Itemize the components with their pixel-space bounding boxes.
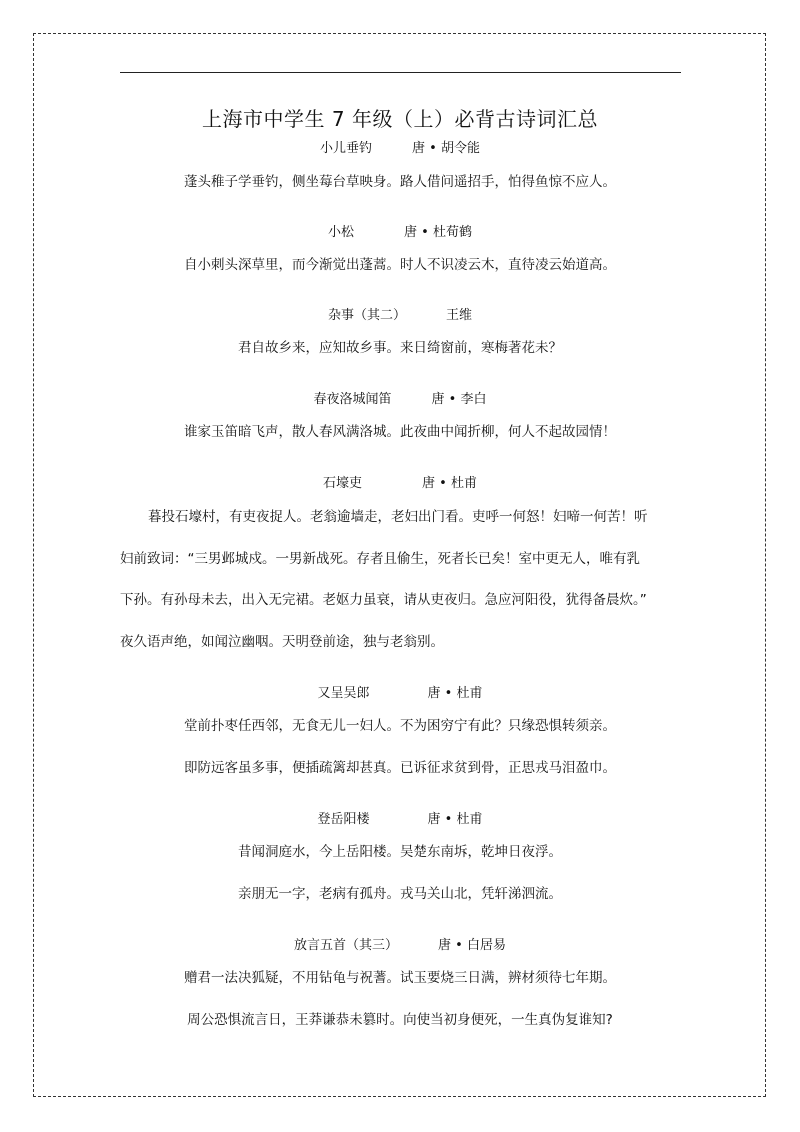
poem-title: 小儿垂钓	[320, 141, 373, 156]
poem-title: 小松	[328, 225, 355, 240]
poem-heading	[0, 139, 800, 159]
poem-title: 放言五首（其三）	[294, 938, 399, 953]
document-title: 上海市中学生 7 年级（上）必背古诗词汇总	[202, 107, 598, 131]
poem-line: 堂前扑枣任西邻，无食无儿一妇人。不为困穷宁有此？只缘恐惧转须亲。	[184, 718, 616, 734]
header-rule	[120, 72, 681, 73]
poem-line: 即防远客虽多事，便插疏篱却甚真。已诉征求贫到骨，正思戎马泪盈巾。	[184, 760, 616, 776]
poem-title: 石壕吏	[323, 476, 363, 491]
poem-heading	[0, 474, 800, 494]
poem-author: 唐 • 杜甫	[422, 476, 477, 491]
poem-line: 君自故乡来，应知故乡事。来日绮窗前，寒梅著花未？	[238, 340, 562, 356]
poem-heading	[0, 223, 800, 243]
poem-line: 谁家玉笛暗飞声，散人春风满洛城。此夜曲中闻折柳，何人不起故园情！	[184, 424, 616, 440]
poem-heading	[0, 684, 800, 704]
poem-line: 周公恐惧流言日，王莽谦恭未篡时。向使当初身便死，一生真伪复谁知?	[187, 1012, 613, 1028]
poem-line: 妇前致词：“三男邺城戍。一男新战死。存者且偷生，死者长已矣！室中更无人，唯有乳	[120, 551, 640, 567]
poem-title: 春夜洛城闻笛	[313, 392, 392, 407]
poem-heading	[0, 936, 800, 956]
poem-line: 赠君一法决狐疑，不用钻龟与祝蓍。试玉要烧三日满，辨材须待七年期。	[184, 970, 616, 986]
poem-line: 昔闻洞庭水，今上岳阳楼。吴楚东南坼，乾坤日夜浮。	[238, 844, 562, 860]
poem-author: 唐 • 杜甫	[427, 812, 483, 827]
poem-heading	[0, 390, 800, 410]
poem-heading	[0, 306, 800, 326]
poem-line: 夜久语声绝，如闻泣幽咽。天明登前途，独与老翁别。	[120, 634, 444, 650]
poem-title: 登岳阳楼	[317, 812, 370, 827]
poem-line: 下孙。有孙母未去，出入无完裙。老妪力虽衰，请从吏夜归。急应河阳役，犹得备晨炊。”	[120, 592, 647, 608]
poem-line: 暮投石壕村，有吏夜捉人。老翁逾墙走，老妇出门看。吏呼一何怒！妇啼一何苦！听	[148, 509, 648, 525]
poem-author: 唐 • 胡令能	[412, 141, 480, 156]
poem-heading	[0, 810, 800, 830]
poem-author: 唐 • 杜荀鹤	[404, 225, 472, 240]
poem-author: 唐 • 杜甫	[427, 686, 483, 701]
poem-line: 自小刺头深草里，而今渐觉出蓬蒿。时人不识凌云木，直待凌云始道高。	[184, 257, 616, 273]
poem-line: 亲朋无一字，老病有孤舟。戎马关山北，凭轩涕泗流。	[238, 886, 562, 902]
poem-title: 又呈吴郎	[317, 686, 370, 701]
poem-author: 唐 • 白居易	[438, 938, 506, 953]
poem-title: 杂事（其二）	[327, 308, 406, 323]
poem-line: 蓬头稚子学垂钓，侧坐莓台草映身。路人借问遥招手，怕得鱼惊不应人。	[184, 174, 616, 190]
poem-author: 唐 • 李白	[431, 392, 487, 407]
poem-author: 王维	[446, 308, 473, 323]
